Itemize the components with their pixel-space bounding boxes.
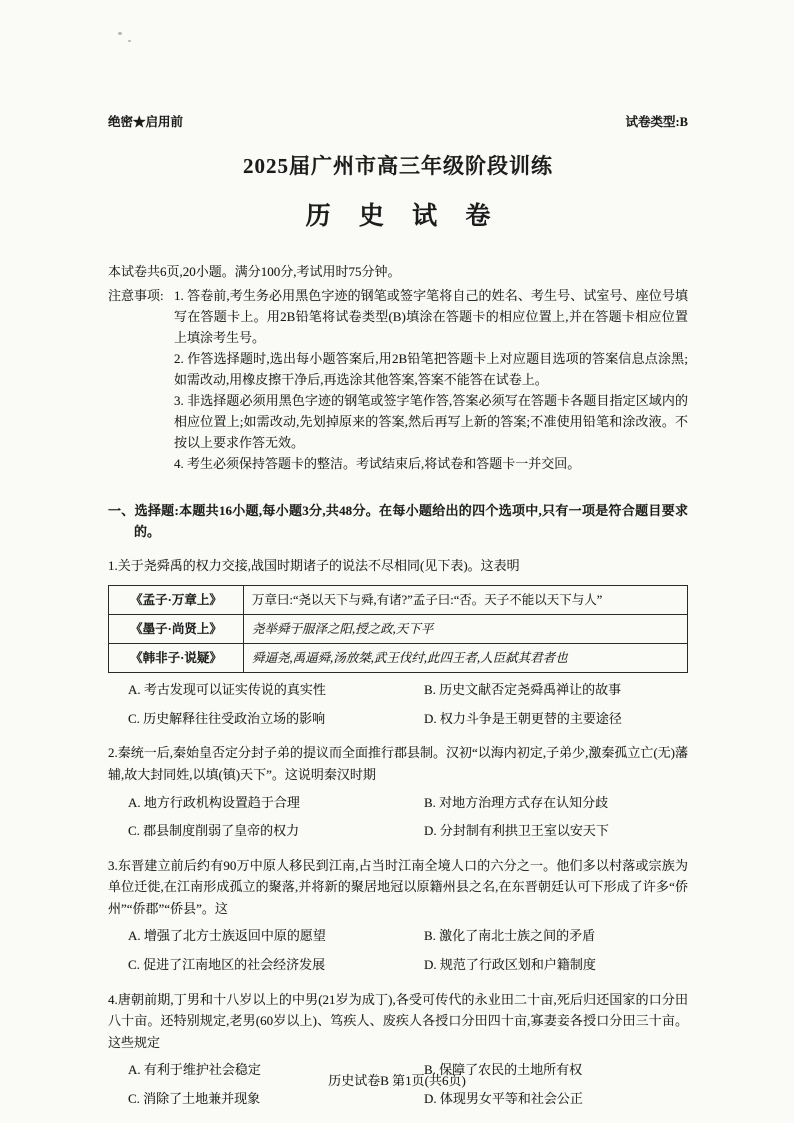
question-3 xyxy=(108,855,688,976)
note-item-1: 1. 答卷前,考生务必用黑色字迹的钢笔或签字笔将自己的姓名、考生号、试室号、座位号填写在答题卡上。用2B铅笔将试卷类型(B)填涂在答题卡的相应位置上,并在答题卡相应位置上填涂考生号。 xyxy=(174,287,688,345)
section-header: 一、选择题:本题共16小题,每小题3分,共48分。在每小题给出的四个选项中,只有一项是符合题目要求的。 xyxy=(108,503,688,540)
security-label: 绝密★启用前 xyxy=(108,115,184,129)
question-1-stem: 1.关于尧舜禹的权力交接,战国时期诸子的说法不尽相同(见下表)。这表明 xyxy=(108,558,520,574)
question-4 xyxy=(108,989,688,1110)
paper-type-label: 试卷类型:B xyxy=(625,115,688,129)
notes-items xyxy=(174,285,688,474)
intro-line: 本试卷共6页,20小题。满分100分,考试用时75分钟。 xyxy=(108,264,401,279)
question-2-stem: 2.秦统一后,秦始皇否定分封子弟的提议而全面推行郡县制。汉初“以海内初定,子弟少,激秦孤立亡(无)藩辅,故大封同姓,以填(镇)天下”。这说明秦汉时期 xyxy=(108,745,688,782)
question-2 xyxy=(108,742,688,841)
content-cell: 尧举舜于服泽之阳,授之政,天下平 xyxy=(244,615,688,644)
option-a: A. 考古发现可以证实传说的真实性 xyxy=(128,682,326,698)
paper-subtitle: 历 史 试 卷 xyxy=(305,203,502,230)
note-item-2: 2. 作答选择题时,选出每小题答案后,用2B铅笔把答题卡上对应题目选项的答案信息点涂黑;如需改动,用橡皮擦干净后,再选涂其他答案,答案不能答在试卷上。 xyxy=(174,350,688,387)
option-b: B. 激化了南北士族之间的矛盾 xyxy=(424,928,596,944)
page-title: 2025届广州市高三年级阶段训练 xyxy=(243,154,553,178)
question-3-options xyxy=(108,925,688,975)
option-b: B. 保障了农民的土地所有权 xyxy=(424,1062,583,1078)
q1-sources-table xyxy=(108,585,688,673)
option-c: C. 促进了江南地区的社会经济发展 xyxy=(128,957,326,973)
page-footer: 历史试卷B 第1页(共6页) xyxy=(328,1073,466,1088)
source-cell: 《墨子·尚贤上》 xyxy=(109,615,244,644)
document-header xyxy=(108,112,688,130)
table-row xyxy=(109,615,688,644)
scan-speck xyxy=(118,32,122,35)
content-cell: 万章曰:“尧以天下与舜,有诸?”孟子曰:“否。天子不能以天下与人” xyxy=(244,585,688,614)
content-cell: 舜逼尧,禹逼舜,汤放桀,武王伐纣,此四王者,人臣弑其君者也 xyxy=(244,644,688,673)
question-2-options xyxy=(108,792,688,842)
option-c: C. 郡县制度削弱了皇帝的权力 xyxy=(128,823,300,839)
option-a: A. 增强了北方士族返回中原的愿望 xyxy=(128,928,326,944)
table-row xyxy=(109,644,688,673)
scan-speck xyxy=(128,40,131,42)
notes-block xyxy=(108,285,688,474)
option-d: D. 分封制有利拱卫王室以安天下 xyxy=(424,823,609,839)
option-a: A. 有利于维护社会稳定 xyxy=(128,1062,261,1078)
question-1 xyxy=(108,555,688,729)
option-d: D. 权力斗争是王朝更替的主要途径 xyxy=(424,710,622,726)
source-cell: 《孟子·万章上》 xyxy=(109,585,244,614)
question-4-stem: 4.唐朝前期,丁男和十八岁以上的中男(21岁为成丁),各受可传代的永业田二十亩,死后归还国家的口分田八十亩。还特别规定,老男(60岁以上)、笃疾人、废疾人各授口分田四十亩,寡妻妾各授口分田三十亩。这些规定 xyxy=(108,991,688,1050)
option-c: C. 消除了土地兼并现象 xyxy=(128,1090,261,1106)
option-b: B. 对地方治理方式存在认知分歧 xyxy=(424,794,609,810)
question-3-stem: 3.东晋建立前后约有90万中原人移民到江南,占当时江南全境人口的六分之一。他们多以村落或宗族为单位迁徙,在江南形成孤立的聚落,并将新的聚居地冠以原籍州县之名,在东晋朝廷认可下形成了许多“侨州”“侨郡”“侨县”。这 xyxy=(108,857,688,916)
note-item-3: 3. 非选择题必须用黑色字迹的钢笔或签字笔作答,答案必须写在答题卡各题目指定区域内的相应位置上;如需改动,先划掉原来的答案,然后再写上新的答案;不准使用铅笔和涂改液。不按以上要求作答无效。 xyxy=(174,393,688,451)
option-c: C. 历史解释往往受政治立场的影响 xyxy=(128,710,326,726)
option-a: A. 地方行政机构设置趋于合理 xyxy=(128,794,300,810)
notes-label: 注意事项: xyxy=(108,287,164,303)
option-d: D. 规范了行政区划和户籍制度 xyxy=(424,957,596,973)
question-1-options xyxy=(108,679,688,729)
source-cell: 《韩非子·说疑》 xyxy=(109,644,244,673)
option-b: B. 历史文献否定尧舜禹禅让的故事 xyxy=(424,682,622,698)
option-d: D. 体现男女平等和社会公正 xyxy=(424,1090,583,1106)
note-item-4: 4. 考生必须保持答题卡的整洁。考试结束后,将试卷和答题卡一并交回。 xyxy=(174,456,581,472)
table-row xyxy=(109,585,688,614)
